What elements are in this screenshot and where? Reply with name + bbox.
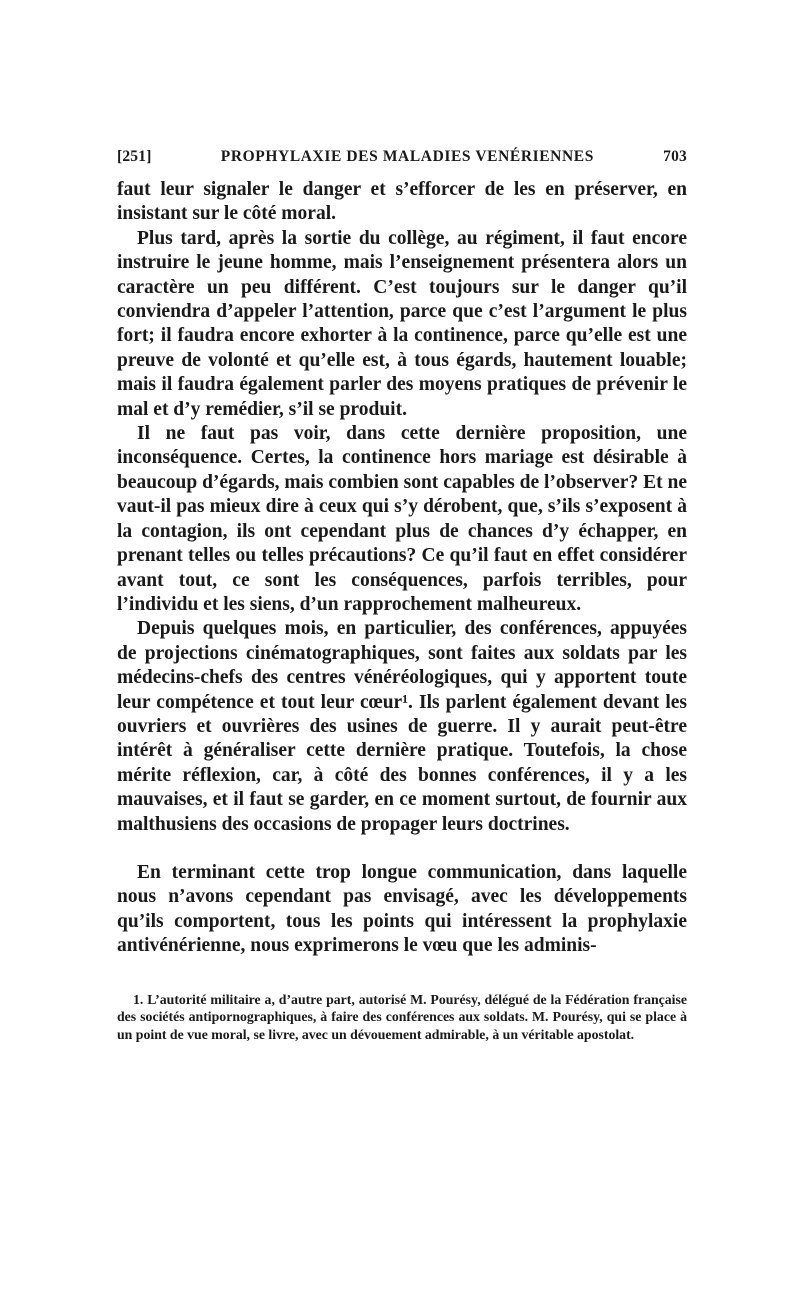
footnotes [117, 991, 687, 1044]
running-title: PROPHYLAXIE DES MALADIES VENÉRIENNES [220, 148, 594, 165]
paragraph-conclusion: En terminant cette trop longue communication, dans laquelle nous n’avons cependant pas envisagé, avec les développements qu’ils comportent, tous les points qui intéressent la prophylaxie antivénérienne, nous exprimerons le vœu que les adminis- [117, 861, 687, 957]
running-header [117, 148, 687, 166]
page-number: 703 [663, 148, 687, 165]
book-page [117, 148, 687, 1043]
footnote-1: 1. L’autorité militaire a, d’autre part, autorisé M. Pourésy, délégué de la Fédération française des sociétés antipornographiques, à faire des conférences aux soldats. M. Pourésy, qui se place à un point de vue moral, se livre, avec un dévouement admirable, à un véritable apostolat. [117, 991, 687, 1042]
paragraph-regiment: Plus tard, après la sortie du collège, au régiment, il faut encore instruire le jeune homme, mais l’enseignement présentera alors un caractère un peu différent. C’est toujours sur le danger qu’il conviendra d’appeler l’attention, parce que c’est l’argument le plus fort; il faudra encore exhorter à la continence, parce qu’elle est une preuve de volonté et qu’elle est, à tous égards, hautement louable; mais il faudra également parler des moyens pratiques de prévenir le mal et d’y remédier, s’il se produit. [117, 227, 687, 420]
paragraph-conferences: Depuis quelques mois, en particulier, des conférences, appuyées de projections cinématographiques, sont faites aux soldats par les médecins-chefs des centres vénéréologiques, qui y apportent toute leur compétence et tout leur cœur¹. Ils parlent également devant les ouvriers et ouvrières des usines de guerre. Il y aurait peut-être intérêt à généraliser cette dernière pratique. Toutefois, la chose mérite réflexion, car, à côté des bonnes conférences, il y a les mauvaises, et il faut se garder, en ce moment surtout, de fournir aux malthusiens des occasions de propager leurs doctrines. [117, 618, 687, 835]
paragraph-inconsequence: Il ne faut pas voir, dans cette dernière proposition, une inconséquence. Certes, la continence hors mariage est désirable à beaucoup d’égards, mais combien sont capables de l’observer? Et ne vaut-il pas mieux dire à ceux qui s’y dérobent, que, s’ils s’exposent à la contagion, ils ont cependant plus de chances d’y échapper, en prenant telles ou telles précautions? Ce qu’il faut en effet considérer avant tout, ce sont les conséquences, parfois terribles, pour l’individu et les siens, d’un rapprochement malheureux. [117, 423, 687, 615]
bracket-page-reference: [251] [117, 148, 152, 165]
body-text [117, 178, 687, 959]
paragraph-continuation: faut leur signaler le danger et s’efforcer de les en préserver, en insistant sur le côté moral. [117, 179, 687, 225]
